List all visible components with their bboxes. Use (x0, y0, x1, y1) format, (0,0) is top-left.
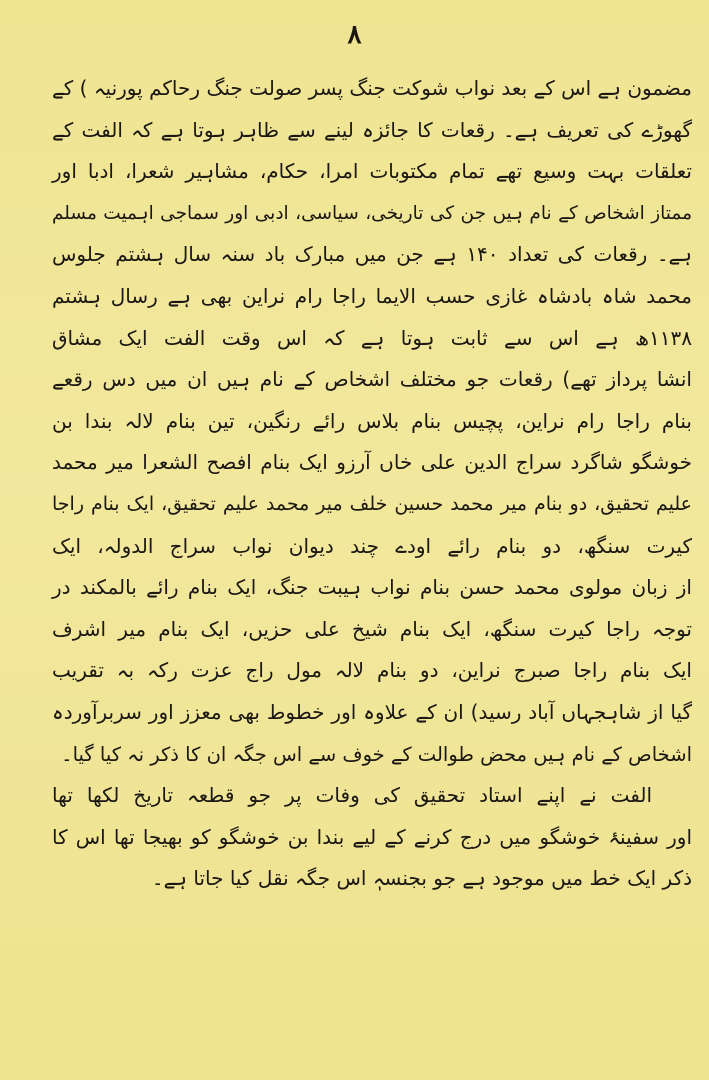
text-line: بنام راجا رام نراین، پچیس بنام بلاس رائے رنگین، تین بنام لالہ بندا بن (52, 408, 692, 433)
page-number: ۸ (347, 20, 362, 50)
text-line: ہے۔ رقعات کی تعداد ۱۴۰ ہے جن میں مبارک باد سنہ سال ہشتم جلوس (52, 242, 692, 267)
text-line: اشخاص کے نام ہیں محض طوالت کے خوف سے اس جگہ ان کا ذکر نہ کیا گیا۔ (61, 742, 692, 766)
text-line: ذکر ایک خط میں موجود ہے جو بجنسہٖ اس جگہ نقل کیا جاتا ہے۔ (151, 866, 692, 891)
text-line: مضمون ہے اس کے بعد نواب شوکت جنگ پسر صولت جنگ رحاکم پورنیہ ) کے (52, 76, 692, 100)
body-text (52, 68, 692, 900)
text-line: علیم تحقیق، دو بنام میر محمد حسین خلف میر محمد علیم تحقیق، ایک بنام راجا (52, 492, 692, 515)
text-line: محمد شاہ بادشاہ غازی حسب الایما راجا رام نراین بھی ہے رسال ہشتم (52, 283, 692, 308)
text-line: تعلقات بہت وسیع تھے تمام مکتوبات امرا، حکام، مشاہیر شعرا، ادبا اور (52, 159, 692, 184)
text-line: خوشگو شاگرد سراج الدین علی خاں آرزو ایک بنام افصح الشعرا میر محمد (52, 450, 692, 475)
text-line: کیرت سنگھ، دو بنام رائے اودے چند دیوان نواب سراج الدولہ، ایک (52, 533, 692, 558)
text-line: از زبان مولوی محمد حسن بنام نواب ہیبت جنگ، ایک بنام رائے بالمکند در (52, 575, 692, 600)
text-line: انشا پرداز تھے) رقعات جو مختلف اشخاص کے نام ہیں ان میں دس رقعے (52, 367, 692, 392)
text-line: ۱۱۳۸ھ ہے اس سے ثابت ہوتا ہے کہ اس وقت الفت ایک مشاق (52, 325, 692, 350)
text-line: گھوڑے کی تعریف ہے۔ رقعات کا جائزہ لینے سے ظاہر ہوتا ہے کہ الفت کے (52, 117, 692, 142)
text-line: اور سفینۂ خوشگو میں درج کرنے کے لیے بندا بن خوشگو کو بھیجا تھا اس کا (52, 824, 692, 849)
text-line: الفت نے اپنے استاد تحقیق کی وفات پر جو قطعہ تاریخ لکھا تھا (52, 783, 652, 808)
text-line: توجہ راجا کیرت سنگھ، ایک بنام شیخ علی حزیں، ایک بنام میر اشرف (52, 616, 692, 641)
text-line: گیا از شاہجہاں آباد رسید) ان کے علاوہ اور خطوط بھی معزز اور سربرآوردہ (52, 699, 692, 724)
text-line: ایک بنام راجا صبرج نراین، دو بنام لالہ مول راج عزت رکہ بہ تقریب (52, 658, 692, 683)
text-line: ممتاز اشخاص کے نام ہیں جن کی تاریخی، سیاسی، ادبی اور سماجی اہمیت مسلم (52, 202, 692, 224)
